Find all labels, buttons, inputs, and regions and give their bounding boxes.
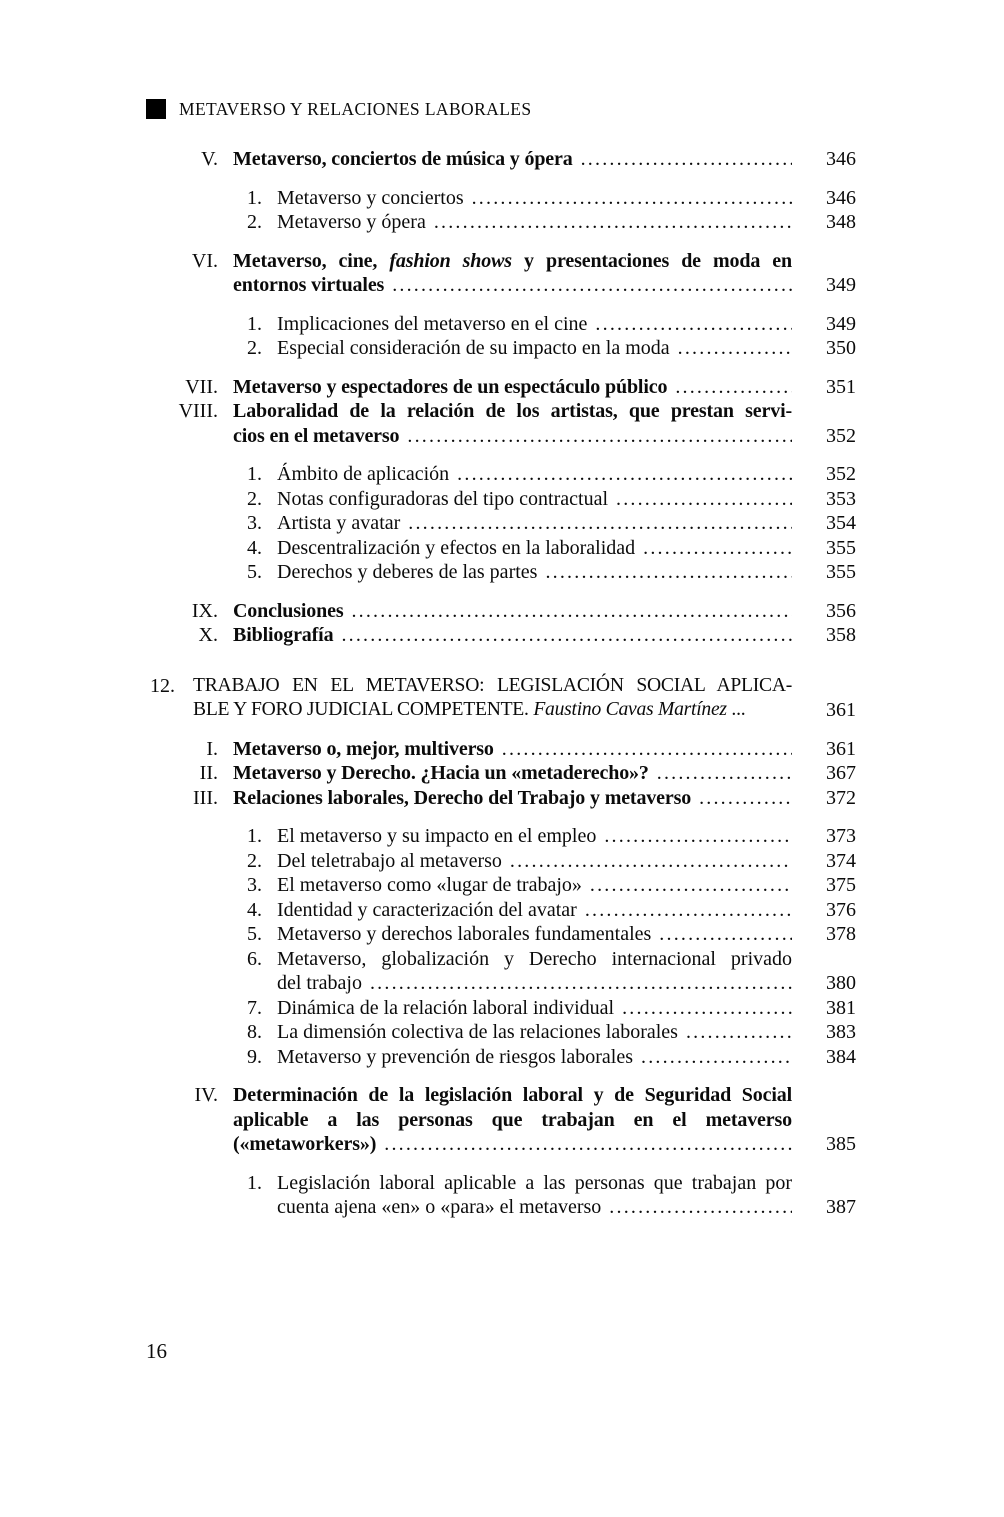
entry-page [792,249,856,274]
leader-dots [635,536,792,561]
entry-title: Metaverso y derechos laborales fundamentales [277,923,652,945]
toc-entry [146,1083,856,1157]
book-page [0,99,1004,1517]
leader-dots [670,336,792,361]
leader-dots [577,898,792,923]
leader-dots [614,996,792,1021]
entry-page: 376 [826,898,856,921]
leader-dots [449,462,792,487]
chapter-title-continuation [193,698,745,723]
entry-page: 349 [826,274,856,296]
chapter-author: Faustino Cavas Martínez [533,699,727,720]
leader-dots [494,737,792,762]
entry-number [146,1132,218,1157]
leader-dots [601,1195,792,1220]
entry-page [792,399,856,424]
entry-number [146,1108,218,1133]
title-segment: Metaverso, cine, [233,249,390,272]
entry-page: 381 [826,996,856,1019]
leader-dots [384,273,792,298]
entry-number [146,1195,262,1220]
entry-title: Metaverso, globalización y Derecho internacional privado [277,947,792,970]
leader-dots [582,873,792,898]
table-of-contents [146,147,856,1220]
entry-title: Descentralización y efectos en la laboralidad [277,536,636,559]
entry-number: 3. [247,512,262,534]
title-segment: BLE Y FORO JUDICIAL COMPETENTE. [193,699,534,720]
leader-dots [426,210,792,235]
entry-title: Metaverso y conciertos [277,186,464,209]
leader-dots [502,849,792,874]
entry-number: 7. [247,996,262,1019]
entry-page: 367 [826,762,856,784]
entry-number: 1. [247,1171,262,1194]
entry-number: I. [206,737,218,760]
entry-title: Relaciones laborales, Derecho del Trabajo y metaverso [233,786,692,809]
title-segment-italic: fashion shows [389,249,512,272]
leader-dots [667,375,792,400]
entry-page: 356 [826,599,856,622]
entry-title: Del teletrabajo al metaverso [277,849,502,872]
entry-title: Implicaciones del metaverso en el cine [277,312,588,335]
entry-title-continuation: cios en el metaverso [233,424,400,447]
entry-page: 384 [826,1045,856,1068]
entry-page: 346 [826,186,856,209]
entry-title-continuation: del trabajo [277,972,362,994]
entry-page: 346 [826,148,856,170]
leader-dots [399,424,792,449]
leader-dots [400,511,792,536]
entry-number: VIII. [178,400,218,422]
entry-title: El metaverso como «lugar de trabajo» [277,874,582,896]
entry-title: Metaverso y Derecho. ¿Hacia un «metaderecho»? [233,762,649,784]
entry-title: Determinación de la legislación laboral y de Seguridad Social [233,1084,792,1106]
leader-spacer [745,698,792,723]
entry-number [146,273,218,298]
entry-title-continuation: aplicable a las personas que trabajan en el metaverso [233,1108,792,1131]
entry-page [792,674,856,699]
entry-title: Bibliografía [233,624,334,646]
entry-number: 2. [247,849,262,872]
entry-page: 373 [826,825,856,847]
chapter-number: 12. [150,674,175,697]
entry-number: X. [198,624,218,646]
entry-number: 4. [247,536,262,559]
entry-page: 352 [826,424,856,447]
entry-page: 383 [826,1021,856,1043]
leader-dots [343,599,792,624]
entry-title: La dimensión colectiva de las relaciones laborales [277,1021,678,1043]
entry-number: VII. [185,375,218,398]
entry-title: Metaverso, conciertos de música y ópera [233,148,573,170]
toc-subentry-group [146,462,856,585]
leader-dots [678,1020,792,1045]
entry-title [233,249,792,274]
entry-title: Metaverso y prevención de riesgos laborales [277,1045,633,1068]
title-segment: ... [726,699,746,720]
entry-number: IX. [191,599,218,622]
entry-title-continuation: entornos virtuales [233,274,385,296]
leader-dots [362,971,792,996]
entry-page: 358 [826,624,856,646]
leader-dots [633,1045,792,1070]
entry-page: 361 [826,737,856,760]
page-number: 16 [146,1339,167,1363]
toc-entry [146,375,856,400]
toc-subentry-group [146,312,856,361]
leader-dots [596,824,792,849]
toc-entry [146,147,856,172]
toc-entry [146,399,856,448]
entry-page: 353 [826,487,856,510]
leader-dots [464,186,792,211]
toc-entry-group [146,599,856,648]
leader-dots [587,312,792,337]
entry-title: El metaverso y su impacto en el empleo [277,825,597,847]
entry-title: Especial consideración de su impacto en la moda [277,337,670,359]
leader-dots [691,786,792,811]
entry-page: 355 [826,561,856,583]
entry-page: 348 [826,211,856,233]
leader-dots [333,623,792,648]
toc-subentry-group [146,186,856,235]
entry-page [792,947,856,972]
toc-entry-group [146,737,856,811]
section-marker-icon [146,99,166,119]
entry-title-continuation: cuenta ajena «en» o «para» el metaverso [277,1196,602,1218]
entry-number: V. [201,148,218,170]
toc-entry [146,249,856,298]
entry-number: IV. [194,1084,218,1106]
chapter-title: TRABAJO EN EL METAVERSO: LEGISLACIÓN SOCIAL APLICA- [193,674,792,696]
entry-number: 2. [247,487,262,510]
leader-dots [651,922,792,947]
entry-page: 355 [826,536,856,559]
entry-number: 9. [247,1045,262,1068]
running-header-title: METAVERSO Y RELACIONES LABORALES [179,99,532,119]
entry-title: Identidad y caracterización del avatar [277,898,577,921]
leader-dots [537,560,792,585]
entry-page: 385 [826,1133,856,1155]
entry-page [792,1083,856,1108]
leader-dots [608,487,792,512]
entry-title: Ámbito de aplicación [277,463,450,485]
entry-number: 2. [247,337,262,359]
entry-page: 372 [826,786,856,809]
entry-title: Dinámica de la relación laboral individual [277,996,615,1019]
entry-number: 5. [247,561,262,583]
leader-dots [376,1132,792,1157]
entry-page: 351 [826,375,856,398]
entry-title: Notas configuradoras del tipo contractual [277,487,608,510]
entry-title: Legislación laboral aplicable a las personas que trabajan por [277,1171,792,1194]
toc-subentry-group [146,824,856,1069]
entry-title: Conclusiones [233,599,344,622]
toc-chapter-entry [146,674,856,723]
entry-page: 350 [826,337,856,359]
chapter-number [146,698,182,723]
entry-number: 1. [247,825,262,847]
entry-page: 361 [826,699,856,721]
entry-number: 1. [247,312,262,335]
entry-number: 4. [247,898,262,921]
entry-title: Metaverso y espectadores de un espectáculo público [233,375,668,398]
entry-page: 374 [826,849,856,872]
entry-page: 352 [826,463,856,485]
leader-dots [573,147,792,172]
entry-page [792,1171,856,1196]
entry-page: 375 [826,874,856,896]
running-header [146,99,1004,119]
entry-title: Derechos y deberes de las partes [277,561,538,583]
entry-title: Artista y avatar [277,512,401,534]
entry-number: 5. [247,923,262,945]
entry-number: 2. [247,211,262,233]
leader-dots [649,761,792,786]
entry-number: VI. [191,249,218,272]
entry-number: 1. [247,186,262,209]
toc-subentry-group [146,1171,856,1220]
entry-number [146,424,218,449]
entry-number: III. [193,786,218,809]
entry-number: 1. [247,463,262,485]
title-segment: y presentaciones de moda en [511,249,793,272]
entry-page: 354 [826,512,856,534]
entry-number: 8. [247,1021,262,1043]
entry-number: 6. [247,947,262,970]
entry-page: 387 [826,1196,856,1218]
entry-title-continuation: («metaworkers») [233,1133,377,1155]
entry-number: II. [199,762,218,784]
entry-number: 3. [247,874,262,896]
entry-title: Laboralidad de la relación de los artistas, que prestan servi- [233,400,792,422]
entry-number [146,971,262,996]
entry-page: 380 [826,972,856,994]
entry-page: 349 [826,312,856,335]
entry-title: Metaverso y ópera [277,211,426,233]
entry-page: 378 [826,923,856,945]
entry-page [792,1108,856,1133]
entry-title: Metaverso o, mejor, multiverso [233,737,494,760]
